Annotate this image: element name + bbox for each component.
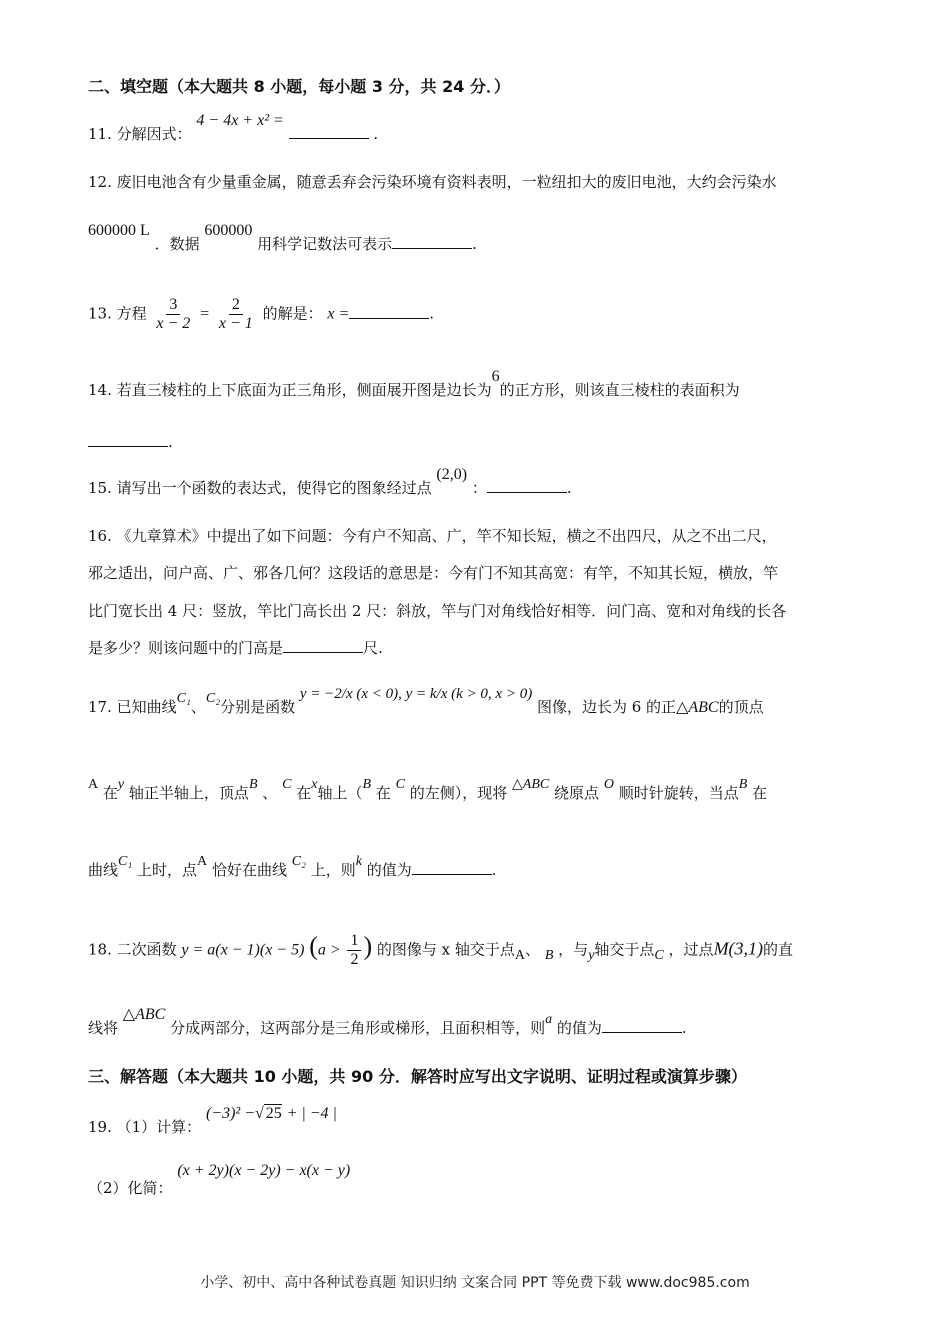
q17-l2-b2: B (362, 777, 372, 792)
q12-number: 600000 (204, 222, 253, 239)
question-17-line1 (88, 686, 764, 719)
question-16-line1: 16. 《九章算术》中提出了如下问题：今有户不知高、广，竿不知长短，横之不出四尺，从之不出二尺， (88, 527, 777, 545)
q18-period: . (681, 1019, 687, 1037)
q18-text-c: ，与 (558, 940, 589, 959)
question-13: 13. 方程 $\frac{3}{x - 2}$ = $\frac{2}{x - 1}$ 的解是： x = . (88, 296, 435, 332)
q19-p1-expr-a: (−3)² − (205, 1105, 255, 1122)
q17-c1: C₁ (176, 691, 191, 706)
q17-l2-b3: B (738, 777, 748, 792)
q18-text-g: 线将 (88, 1019, 119, 1037)
q17-l3-text2: 恰好在曲线 (211, 861, 287, 879)
q13-fraction-left (153, 296, 193, 333)
q18-half (347, 932, 361, 969)
q12-period: . (472, 235, 477, 253)
q17-sep: 、 (190, 698, 206, 716)
q17-l2-text1: 轴正半轴上，顶点 (128, 784, 249, 802)
q17-l3-curve: 曲线 (88, 861, 119, 879)
q17-l2-y: y (117, 777, 125, 792)
q13-num1: 3 (166, 296, 180, 315)
q17-l2-c2: C (395, 777, 405, 792)
q17-c2: C₂ (205, 691, 221, 706)
q17-l2-sep: 、 (262, 784, 278, 802)
q16-answer-blank (283, 638, 363, 653)
q13-den1: x − 2 (156, 315, 191, 332)
q17-l2-text5: 顺时针旋转，当点 (618, 784, 739, 802)
q18-text-d: 轴交于点 (594, 940, 655, 959)
q17-l2-o: O (603, 777, 614, 792)
question-14-line1 (88, 368, 740, 401)
q13-label: 13. 方程 (88, 304, 147, 323)
q17-function: y = −2/x (x < 0), y = k/x (k > 0, x > 0) (299, 686, 533, 702)
q19-p1-expr-b: + | −4 | (286, 1105, 337, 1122)
q11-answer-blank (289, 124, 369, 139)
q18-function: y = a(x − 1)(x − 5) (181, 941, 305, 959)
q17-text-d: 的顶点 (718, 698, 764, 716)
q12-volume-value: 600000 L (88, 222, 150, 239)
q17-period: . (491, 861, 497, 879)
q11-period: . (373, 125, 379, 143)
q13-den2: x − 1 (218, 315, 253, 332)
q17-answer-blank (412, 860, 492, 875)
question-11 (88, 112, 379, 145)
question-18-line2 (88, 1006, 687, 1040)
q17-l2-in2: 在 (296, 784, 312, 802)
question-18-line1: 18. 二次函数 y = a(x − 1)(x − 5) (a > $\frac{1}{2}$ ) 的图像与 x 轴交于点A、 B ，与y轴交于点C ，过点M(3,1)的直 (88, 931, 794, 968)
q17-l2-text2: 轴上（ (317, 784, 363, 802)
question-17-line2 (88, 777, 768, 805)
q18-half-den: 2 (350, 951, 359, 968)
q17-l3-c2: C₂ (291, 854, 306, 869)
q19-p2-label: （2）化简： (88, 1179, 173, 1197)
q18-C: C (654, 947, 664, 963)
q18-cond: a > (317, 941, 341, 959)
q14-text-a: 14. 若直三棱柱的上下底面为正三角形，侧面展开图是边长为 (88, 381, 492, 399)
q18-triangle: △ABC (122, 1006, 166, 1023)
q19-p1-label: 19. （1）计算： (88, 1118, 202, 1136)
q17-l3-text1: 上时，点 (137, 861, 198, 879)
page-footer: 小学、初中、高中各种试卷真题 知识归纳 文案合同 PPT 等免费下载 www.doc985.com (200, 1275, 750, 1291)
q19-p1-sqrt: 25 (265, 1105, 282, 1122)
q13-period: . (429, 304, 435, 323)
q17-l2-b: B (248, 777, 258, 792)
q17-l2-x: x (311, 777, 318, 792)
q12-mid-text: ．数据 (154, 235, 200, 253)
question-14-line2 (88, 432, 173, 452)
q17-l3-c1: C₁ (118, 854, 133, 869)
q19-p1-sqrt-sign: √ (255, 1105, 264, 1122)
q17-l2-text4: 绕原点 (554, 784, 600, 802)
q15-point: (2,0) (436, 466, 468, 483)
q17-text-b: 分别是函数 (220, 698, 296, 716)
q17-l2-a: A (88, 777, 99, 792)
q18-sep: 、 (525, 940, 541, 959)
q16-text-a: 是多少？则该问题中的门高是 (88, 639, 284, 657)
q13-mid-text: 的解是： (262, 304, 323, 323)
q17-l2-in3: 在 (375, 784, 391, 802)
q13-x-equals: x = (327, 305, 350, 323)
q17-l3-k: k (355, 854, 362, 869)
q17-l2-triangle: △ABC (512, 777, 550, 792)
q17-triangle: △ABC (676, 699, 719, 716)
q18-M: M(3,1) (713, 938, 764, 959)
q17-l3-a: A (197, 854, 208, 869)
question-12-line1: 12. 废旧电池含有少量重金属，随意丢弃会污染环境有资料表明，一粒纽扣大的废旧电池，大约会污染水 (88, 173, 777, 191)
q18-A: A (514, 947, 526, 963)
q12-answer-blank (392, 234, 472, 249)
q15-answer-blank (487, 478, 567, 493)
q14-six: 6 (491, 368, 500, 385)
section-heading-fill-in: 二、填空题（本大题共 8 小题，每小题 3 分，共 24 分．） (88, 77, 510, 96)
q17-l3-text3: 上，则 (310, 861, 356, 879)
q17-text-c: 图像，边长为 6 的正 (536, 698, 677, 716)
question-16-line3: 比门宽长出 4 尺：竖放，竿比门高长出 2 尺：斜放，竿与门对角线恰好相等．问门高、宽和对角线的长各 (88, 602, 787, 620)
q19-p2-expr: (x + 2y)(x − 2y) − x(x − y) (177, 1162, 351, 1179)
q18-answer-blank (602, 1018, 682, 1033)
q18-a: a (545, 1012, 553, 1027)
q18-text-e: ，过点 (668, 940, 714, 959)
q18-text-b: 的图像与 x 轴交于点 (376, 940, 515, 959)
q14-answer-blank (88, 432, 168, 447)
q18-text-h: 分成两部分，这两部分是三角形或梯形，且面积相等，则 (170, 1019, 546, 1037)
q16-text-b: 尺. (363, 639, 383, 657)
q13-num2: 2 (229, 296, 243, 315)
q18-text-f: 的直 (763, 940, 794, 959)
question-17-line3 (88, 854, 497, 882)
q17-l2-in4: 在 (752, 784, 768, 802)
q17-l2-in: 在 (102, 784, 118, 802)
q14-text-b: 的正方形，则该直三棱柱的表面积为 (499, 381, 740, 399)
q11-expression: 4 − 4x + x² = (196, 112, 284, 129)
question-16-line4 (88, 638, 383, 658)
q18-text-i: 的值为 (556, 1019, 602, 1037)
q15-text: 15. 请写出一个函数的表达式，使得它的图象经过点 (88, 479, 432, 497)
q15-period: . (566, 479, 572, 497)
q17-l3-text4: 的值为 (366, 861, 412, 879)
q18-B: B (544, 947, 554, 963)
q12-end-text: 用科学记数法可表示 (257, 235, 393, 253)
q11-label: 11. 分解因式： (88, 125, 192, 143)
q14-period: . (168, 433, 173, 451)
question-12-line2 (88, 222, 477, 255)
q17-l2-text3: 的左侧），现将 (409, 784, 508, 802)
q18-half-num: 1 (347, 932, 361, 951)
q17-l2-c: C (282, 777, 292, 792)
question-15 (88, 466, 572, 499)
q15-colon: ： (471, 479, 487, 497)
question-16-line2: 邪之适出，问户高、广、邪各几何？这段话的意思是：今有门不知其高宽：有竿，不知其长短，横放，竿 (88, 564, 779, 582)
q18-text-a: 18. 二次函数 (88, 940, 177, 959)
q13-fraction-right (216, 296, 256, 333)
q13-answer-blank (349, 304, 429, 319)
q17-text-a: 17. 已知曲线 (88, 698, 177, 716)
question-19-part2 (88, 1162, 351, 1199)
q18-y: y (588, 947, 595, 963)
question-19-part1 (88, 1105, 337, 1138)
section-heading-answer: 三、解答题（本大题共 10 小题，共 90 分．解答时应写出文字说明、证明过程或演算步骤） (88, 1067, 747, 1086)
